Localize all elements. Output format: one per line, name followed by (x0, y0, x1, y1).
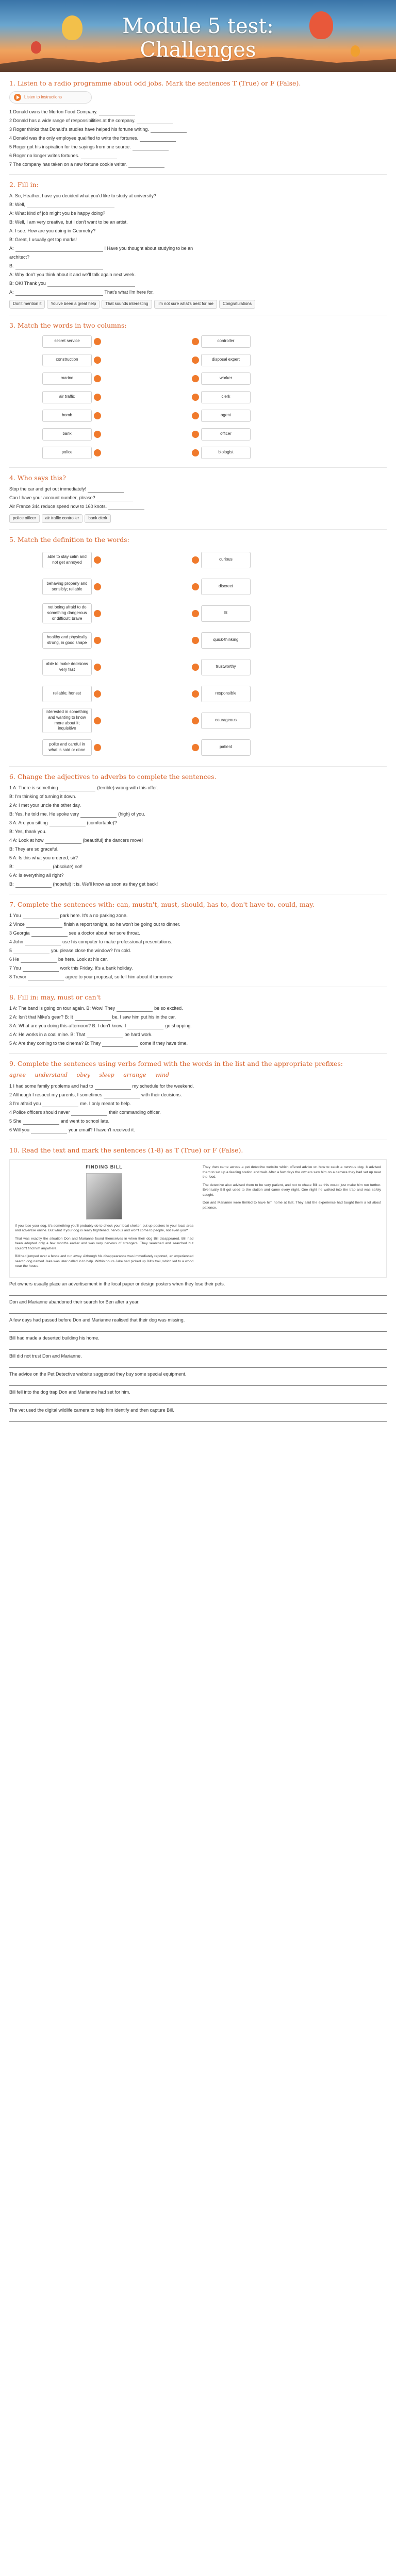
audio-label: Listen to instructions (24, 94, 62, 99)
answer-blank[interactable] (9, 1326, 387, 1332)
match-right[interactable]: responsible (201, 686, 251, 702)
answer-blank[interactable] (47, 281, 135, 287)
match-right[interactable]: agent (201, 410, 251, 422)
answer-blank[interactable] (128, 162, 164, 168)
exercise-line: B: (absolute) not! (9, 863, 83, 869)
tf-item: 5 Roger got his inspiration for the sayings from one source. (9, 144, 387, 150)
answer-blank[interactable] (9, 1416, 387, 1422)
match-right[interactable]: controller (201, 335, 251, 348)
exercise-line: 4 A: Look at how (beautiful) the dancers move! (9, 837, 143, 843)
match-row (42, 655, 387, 680)
answer-blank[interactable] (28, 974, 64, 980)
match-row (42, 333, 387, 350)
tf-item: Bill did not trust Don and Marianne. (9, 1353, 82, 1359)
match-left[interactable]: able to make decisions very fast (42, 659, 92, 675)
connector-dot[interactable] (192, 717, 199, 724)
answer-blank[interactable] (23, 965, 59, 972)
quote-item: Can I have your account number, please? (9, 495, 387, 501)
connector-dot[interactable] (192, 394, 199, 401)
match-left[interactable]: marine (42, 372, 92, 385)
answer-blank[interactable] (45, 838, 81, 844)
match-right[interactable]: worker (201, 372, 251, 385)
section-7 (9, 894, 387, 980)
match-right[interactable]: trustworthy (201, 659, 251, 675)
answer-blank[interactable] (97, 495, 133, 501)
exercise-line: 1 A: The band is going on tour again. B: Wow! They be so excited. (9, 1005, 183, 1011)
matching-grid (9, 333, 387, 461)
match-left[interactable]: air traffic (42, 391, 92, 403)
tf-item: The vet used the digital wildlife camera to help him identify and then capture Bill. (9, 1407, 174, 1413)
exercise-line: 3 A: What are you doing this afternoon? B: I don't know. I go shopping. (9, 1023, 192, 1028)
connector-dot[interactable] (192, 556, 199, 564)
match-right[interactable]: discreet (201, 579, 251, 595)
answer-blank[interactable] (15, 246, 103, 252)
exercise-line: 5 She and went to school late. (9, 1118, 110, 1124)
section-title: 6. Change the adjectives to adverbs to complete the sentences. (9, 772, 217, 781)
tf-item: Don and Marianne abandoned their search for Ben after a year. (9, 1299, 140, 1304)
match-left[interactable]: construction (42, 354, 92, 366)
word-chip[interactable]: air traffic controller (42, 514, 83, 523)
answer-blank[interactable] (31, 1127, 67, 1133)
dialogue-line: A: I see. How are you doing in Geometry? (9, 228, 96, 233)
tf-item: The advice on the Pet Detective website suggested they buy some special equipment. (9, 1371, 187, 1377)
tf-item: 4 Donald was the only employee qualified to write the fortunes. (9, 135, 387, 142)
exercise-line: 4 Police officers should never their commanding officer. (9, 1110, 161, 1115)
match-row (42, 574, 387, 599)
word-chip[interactable]: police officer (9, 514, 40, 523)
answer-blank[interactable] (23, 913, 59, 919)
tf-item: 7 The company has taken on a new fortune cookie writer. (9, 161, 387, 168)
answer-blank[interactable] (15, 290, 103, 296)
connector-dot[interactable] (94, 449, 101, 456)
answer-blank[interactable] (59, 785, 95, 791)
answer-blank[interactable] (25, 939, 61, 945)
answer-blank[interactable] (117, 1006, 153, 1012)
answer-blank[interactable] (127, 1023, 163, 1029)
tf-item: 6 Roger no longer writes fortunes. (9, 152, 387, 159)
tf-item: A few days had passed before Don and Marianne realised that their dog was missing. (9, 1317, 185, 1323)
match-row (42, 548, 387, 572)
answer-blank[interactable] (15, 864, 52, 870)
tf-item: 2 Donald has a wide range of responsibilities at the company. (9, 117, 387, 124)
answer-blank[interactable] (104, 1092, 140, 1098)
connector-dot[interactable] (192, 357, 199, 364)
page-title: Module 5 test: Challenges (122, 14, 274, 62)
match-right[interactable]: biologist (201, 447, 251, 459)
connector-dot[interactable] (192, 637, 199, 644)
exercise-line: 7 You work this Friday. It's a bank holiday. (9, 965, 133, 971)
connector-dot[interactable] (192, 338, 199, 345)
quote-item: Air France 344 reduce speed now to 160 knots. (9, 503, 387, 510)
play-icon[interactable] (14, 94, 21, 101)
connector-dot[interactable] (192, 610, 199, 617)
connector-dot[interactable] (94, 583, 101, 590)
answer-blank[interactable] (50, 820, 86, 826)
dialogue-line: B: Great, I usually get top marks! (9, 237, 77, 242)
dialogue-line: A: So, Heather, have you decided what you'd like to study at university? (9, 193, 156, 198)
connector-dot[interactable] (94, 394, 101, 401)
connector-dot[interactable] (94, 717, 101, 724)
audio-player[interactable] (9, 91, 92, 104)
match-right[interactable]: disposal expert (201, 354, 251, 366)
match-row (42, 628, 387, 653)
answer-blank[interactable] (108, 504, 144, 510)
dialogue-line: B: Well, (9, 201, 387, 208)
section-title: 5. Match the definition to the words: (9, 535, 129, 544)
dialogue-line: B: (9, 263, 387, 269)
exercise-line: 2 A: I met your uncle the other day. (9, 802, 81, 808)
answer-blank[interactable] (23, 1118, 59, 1125)
section-6 (9, 766, 387, 888)
exercise-line: 2 A: Isn't that Mike's gear? B: It be. I saw him put his in the car. (9, 1014, 176, 1020)
section-4 (9, 467, 387, 523)
match-left[interactable]: able to stay calm and not get annoyed (42, 552, 92, 568)
connector-dot[interactable] (94, 690, 101, 698)
answer-blank[interactable] (9, 1380, 387, 1386)
connector-dot[interactable] (94, 357, 101, 364)
exercise-line: B: They are so graceful. (9, 846, 59, 852)
match-row (42, 735, 387, 760)
connector-dot[interactable] (192, 412, 199, 419)
section-title: 9. Complete the sentences using verbs formed with the words in the list and the appropriate prefixes: (9, 1059, 343, 1067)
answer-blank[interactable] (21, 957, 57, 963)
answer-blank[interactable] (9, 1290, 387, 1296)
answer-blank[interactable] (31, 930, 68, 937)
match-row (42, 708, 387, 733)
match-left[interactable]: bomb (42, 410, 92, 422)
match-left[interactable]: police (42, 447, 92, 459)
tf-item: Bill had made a deserted building his home. (9, 1335, 100, 1341)
tf-item: Pet owners usually place an advertisement in the local paper or design posters when they lose their pets. (9, 1281, 225, 1286)
match-row (42, 408, 387, 424)
dialogue-line: A: That's what I'm here for. (9, 290, 154, 295)
match-left[interactable]: bank (42, 428, 92, 440)
exercise-line: 1 A: There is something (terrible) wrong with this offer. (9, 785, 158, 790)
connector-dot[interactable] (94, 637, 101, 644)
dog-photo (86, 1173, 122, 1219)
exercise-line: 6 A: Is everything all right? (9, 872, 64, 878)
exercise-line: 2 Vince finish a report tonight, so he won't be going out to dinner. (9, 921, 180, 927)
word-chip[interactable]: Congratulations (219, 300, 255, 309)
exercise-line: 6 Will you your email? I haven't received it. (9, 1127, 135, 1133)
word-chip[interactable]: That sounds interesting (102, 300, 152, 309)
answer-blank[interactable] (15, 882, 52, 888)
connector-dot[interactable] (192, 690, 199, 698)
answer-blank[interactable] (88, 486, 124, 493)
answer-blank[interactable] (13, 948, 50, 954)
connector-dot[interactable] (94, 664, 101, 671)
match-right[interactable]: fit (201, 605, 251, 622)
answer-blank[interactable] (26, 922, 62, 928)
tf-item: Bill fell into the dog trap Don and Marianne had set for him. (9, 1389, 130, 1395)
section-title: 4. Who says this? (9, 473, 66, 482)
word-bank (9, 514, 387, 523)
section-5 (9, 529, 387, 760)
dialogue-line: architect? (9, 255, 30, 260)
connector-dot[interactable] (94, 744, 101, 751)
answer-blank[interactable] (9, 1398, 387, 1404)
dialogue-line: A: What kind of job might you be happy doing? (9, 211, 106, 216)
exercise-line: 5 A: Is this what you ordered, sir? (9, 855, 78, 860)
match-right[interactable]: curious (201, 552, 251, 568)
match-row (42, 426, 387, 443)
exercise-line: 6 He be here. Look at his car. (9, 956, 108, 962)
connector-dot[interactable] (192, 744, 199, 751)
answer-blank[interactable] (42, 1101, 78, 1107)
match-left[interactable]: secret service (42, 335, 92, 348)
exercise-line: 4 John use his computer to make professional presentations. (9, 939, 173, 944)
exercise-line: B: (hopeful) it is. We'll know as soon as they get back! (9, 881, 158, 887)
hero-banner (0, 0, 396, 72)
match-row (42, 370, 387, 387)
word-chip[interactable]: I'm not sure what's best for me (154, 300, 217, 309)
answer-blank[interactable] (75, 1014, 111, 1021)
answer-blank[interactable] (80, 811, 117, 818)
match-right[interactable]: quick-thinking (201, 632, 251, 649)
connector-dot[interactable] (94, 431, 101, 438)
connector-dot[interactable] (94, 338, 101, 345)
exercise-line: B: Yes, he told me. He spoke very (high) of you. (9, 811, 145, 817)
quote-item: Stop the car and get out immediately! (9, 486, 387, 493)
match-right[interactable]: officer (201, 428, 251, 440)
connector-dot[interactable] (94, 375, 101, 382)
exercise-line: 2 Although I respect my parents, I sometimes with their decisions. (9, 1092, 182, 1098)
article-column-right: They then came across a pet detective website which offered advice on how to catch a nervous dog. It advised them to set up a feeding station and wait. After a few days the owners saw him on a camera they had set up near the food. The detective also advised them to be very patient, and not to chase Bill as this would just make him run further. Eventually Bill got used to the station and came every night. One night he walked into the trap and was safely caught. Don and Marianne were thrilled to have him home at last. They said the experience had taught them a lot about patience. (203, 1165, 381, 1210)
tf-item: 3 Roger thinks that Donald's studies have helped his fortune writing. (9, 126, 387, 133)
answer-blank[interactable] (95, 1083, 131, 1090)
match-right[interactable]: clerk (201, 391, 251, 403)
word-bank (9, 300, 387, 309)
matching-grid (9, 548, 387, 760)
section-8 (9, 987, 387, 1047)
answer-blank[interactable] (151, 127, 187, 133)
answer-blank[interactable] (71, 1110, 107, 1116)
answer-blank[interactable] (81, 153, 117, 159)
section-title: 7. Complete the sentences with: can, mustn't, must, should, has to, don't have to, could, may. (9, 900, 315, 908)
exercise-line: 3 A: Are you sitting (comfortable)? (9, 820, 117, 825)
article-column-left: FINDING BILL If you lose your dog, it's something you'll probably do to check your local shelter, put up posters in your local area and advertise online. But what if your dog is really frightened, nervous and won't come to people, not even you? That was exactly the situation Don and Marianne found themselves in when their dog Bill disappeared. Bill had been adopted only a few months earlier and was very nervous of strangers. They searched and searched but couldn't find him anywhere. Bill had jumped over a fence and run away. Although his disappearance was immediately reported, an experienced search dog named Jake was later called in to help. Within hours Jake had picked up Bill's trail, which led to a wood near the house. (15, 1164, 193, 1268)
answer-blank[interactable] (9, 1344, 387, 1350)
answer-blank[interactable] (137, 118, 173, 124)
connector-dot[interactable] (192, 664, 199, 671)
match-left[interactable]: behaving properly and sensibly; reliable (42, 579, 92, 595)
match-row (42, 601, 387, 626)
match-left[interactable]: interested in something and wanting to know more about it; inquisitive (42, 708, 92, 733)
match-row (42, 389, 387, 405)
match-left[interactable]: polite and careful in what is said or done (42, 739, 92, 756)
exercise-line: 3 I'm afraid you me. I only meant to help. (9, 1101, 131, 1107)
section-2 (9, 174, 387, 309)
connector-dot[interactable] (192, 375, 199, 382)
match-left[interactable]: not being afraid to do something dangerous or difficult; brave (42, 603, 92, 623)
verb-list: agree understand obey sleep arrange wind (9, 1071, 170, 1078)
section-1 (9, 79, 387, 168)
exercise-line: 4 A: He works in a coal mine. B: That be hard work. (9, 1031, 153, 1037)
match-row (42, 352, 387, 368)
article-title: FINDING BILL (86, 1164, 123, 1170)
answer-blank[interactable] (133, 144, 169, 150)
section-10 (9, 1140, 387, 1422)
connector-dot[interactable] (94, 556, 101, 564)
match-left[interactable]: healthy and physically strong, in good shape (42, 632, 92, 649)
connector-dot[interactable] (192, 449, 199, 456)
exercise-line: 3 Georgia see a doctor about her sore throat. (9, 930, 140, 936)
dialogue-line: A: Why don't you think about it and we'll talk again next week. (9, 272, 136, 277)
match-right[interactable]: patient (201, 739, 251, 756)
match-row (42, 682, 387, 706)
section-title: 10. Read the text and mark the sentences (1-8) as T (True) or F (False). (9, 1146, 243, 1155)
exercise-line: 5 A: Are they coming to the cinema? B: They come if they have time. (9, 1040, 188, 1046)
dialogue-line: B: Well, I am very creative, but I don't want to be an artist. (9, 219, 128, 225)
answer-blank[interactable] (99, 109, 135, 115)
exercise-line: B: Yes, thank you. (9, 828, 47, 834)
answer-blank[interactable] (15, 263, 103, 269)
exercise-line: B: I'm thinking of turning it down. (9, 793, 76, 799)
reading-article (9, 1159, 387, 1278)
answer-blank[interactable] (27, 202, 114, 208)
exercise-line: 1 I had some family problems and had to my schedule for the weekend. (9, 1083, 194, 1089)
section-title: 2. Fill in: (9, 181, 39, 189)
dialogue-line: A: ! Have you thought about studying to be an (9, 246, 193, 251)
connector-dot[interactable] (94, 412, 101, 419)
section-3 (9, 315, 387, 461)
tf-item: 1 Donald owns the Morton Food Company. (9, 109, 387, 115)
match-left[interactable]: reliable; honest (42, 686, 92, 702)
answer-blank[interactable] (9, 1308, 387, 1314)
section-title: 1. Listen to a radio programme about odd jobs. Mark the sentences T (True) or F (False). (9, 79, 301, 87)
word-chip[interactable]: bank clerk (85, 514, 110, 523)
answer-blank[interactable] (102, 1041, 138, 1047)
exercise-line: 8 Trevor agree to your proposal, so tell him about it tomorrow. (9, 974, 174, 979)
section-title: 3. Match the words in two columns: (9, 321, 127, 329)
answer-blank[interactable] (9, 1362, 387, 1368)
answer-blank[interactable] (87, 1032, 123, 1038)
match-row (42, 445, 387, 461)
connector-dot[interactable] (94, 610, 101, 617)
word-chip[interactable]: You've been a great help (47, 300, 100, 309)
connector-dot[interactable] (192, 431, 199, 438)
dialogue-line: B: OK! Thank you (9, 280, 387, 287)
exercise-line: 5 you please close the window? I'm cold. (9, 947, 131, 953)
answer-blank[interactable] (140, 135, 176, 142)
connector-dot[interactable] (192, 583, 199, 590)
word-chip[interactable]: Don't mention it (9, 300, 45, 309)
match-right[interactable]: courageous (201, 713, 251, 729)
section-title: 8. Fill in: may, must or can't (9, 993, 101, 1001)
exercise-line: 1 You park here. It's a no parking zone. (9, 912, 128, 918)
section-9 (9, 1053, 387, 1134)
